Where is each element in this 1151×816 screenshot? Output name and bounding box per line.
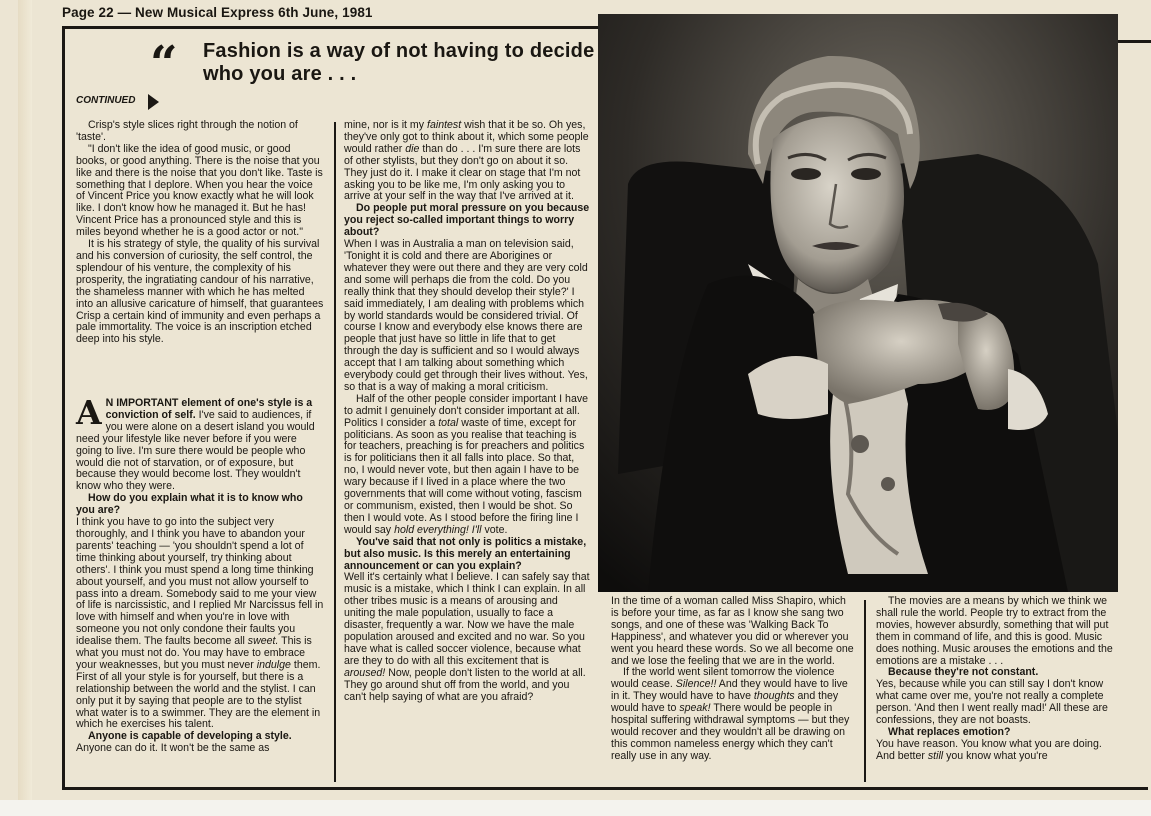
emphasis: still [927, 749, 944, 762]
paragraph: "I don't like the idea of good music, or good books, or good anything. There is the noise that you like and there is the noise that you don't like. Taste is something that I deplore. When you hear the voice of Vincent Price you know exactly what he will look like. I don't know how he managed it. But he has! Vincent Price has a pronounced style and this is miles beyond whether he is a good actor or not." [76, 142, 323, 239]
page-header: Page 22 — New Musical Express 6th June, 1981 [62, 5, 373, 20]
column-rule [334, 122, 336, 782]
emphasis: indulge [256, 658, 291, 671]
paragraph: Anyone can do it. It won't be the same as [76, 742, 270, 755]
emphasis: hold everything! I'll [394, 523, 482, 536]
article-frame-right [1118, 40, 1151, 43]
text: vote. [484, 523, 508, 536]
paragraph [76, 517, 324, 731]
text: and they would have to [611, 690, 839, 715]
paragraph-text: I've said to audiences, if you were alone on a desert island you would need your lifestyle like never before if you were going to live. I'm sure there would be people who would die not of starvation, or of exposure, but because they would become lost. They wouldn't know who they were. [76, 408, 315, 493]
question: Do people put moral pressure on you because you reject so-called important things to worry about? [344, 202, 590, 239]
column-3 [611, 596, 855, 763]
text: you know what you're [946, 749, 1048, 762]
portrait-image [598, 14, 1118, 592]
text: Half of the other people consider important I have to admit I genuinely don't consider important at all. Politics I consider a [344, 392, 589, 429]
text: Now, people don't listen to the world at all. They go around shut off from the world, and you can't help saying of what are you afraid? [344, 666, 586, 703]
paragraph: Yes, because while you can still say I don't know what came over me, you're not really a complete person. 'And then I went really mad!' All these are confessions, they are not boasts. [876, 678, 1108, 727]
emphasis: total [438, 416, 459, 429]
text: If the world went silent tomorrow the violence would cease. [611, 666, 835, 691]
text: You have reason. You know what you are doing. And better [876, 737, 1102, 762]
paragraph-lead [76, 393, 324, 493]
paragraph [611, 667, 855, 762]
text: This is what you must not do. You may have to embrace your weaknesses, but you must never [76, 635, 312, 671]
paragraph [344, 572, 590, 703]
paragraph: It is his strategy of style, the quality of his survival and his conversion of curiosity, the self control, the splendour of his venture, the complexity of his prosperity, the ingratiating candour of his narrative, the shameless manner with which he has melted into an allusive caricature of himself, that guarantees Crisp a certain kind of immunity and even perhaps a pale immortality. The voice is an inscription etched deep into his style. [76, 238, 324, 346]
continued-arrow-icon [148, 94, 159, 110]
headline-quote-mark: “ [150, 36, 178, 92]
article-frame-top [62, 26, 602, 29]
text: them. First of all your style is for yourself, but there is a relationship between the world and the stylist. I can only put it by saying that people are to the stylist what water is to a swimmer. They are the element in which he exercises his talent. [76, 658, 321, 731]
text: waste of time, except for politicians. As soon as you realise that teaching is for teachers, preaching is for preachers and politics is for politicians then it all falls into place. So that, no, I would never vote, but then again I have to be wary because if I lived in a place where the two governments that will come without voting, fascism or communism, existed, then I would be shot. So then I would vote. As I stood before the firing line I would say [344, 416, 585, 536]
question: How do you explain what it is to know who you are? [76, 492, 303, 517]
question: What replaces emotion? [888, 725, 1011, 738]
article-frame-left [62, 26, 65, 790]
lead-sentence: N IMPORTANT element of one's style is a conviction of self. [105, 397, 313, 421]
portrait-photo [598, 14, 1118, 592]
emphasis: Silence!! [675, 678, 717, 691]
paragraph [876, 739, 1116, 763]
question: Because they're not constant. [888, 666, 1039, 679]
question: Anyone is capable of developing a style. [88, 730, 292, 743]
text: than do . . . I'm sure there are lots of other stylists, but they don't go on about it so. They just do it. I make it clear on stage that I'm not asking you to be like me, I'm only asking you to arrive at your self in the way that I've arrived at it. [344, 142, 581, 203]
continued-label: CONTINUED [76, 95, 136, 106]
text: wish that it be so. Oh yes, they've only got to think about it, which some people would rather [344, 119, 589, 155]
paragraph: Crisp's style slices right through the notion of 'taste'. [76, 119, 298, 143]
question: You've said that not only is politics a mistake, but also music. Is this merely an entertaining announcement or can you explain? [344, 535, 587, 572]
emphasis: thoughts [753, 690, 795, 703]
paragraph: In the time of a woman called Miss Shapiro, which is before your time, as far as I know she sang two songs, and one of these was 'Walking Back To Happiness', and whatever you did or wherever you went you heard these words. So we all become one and we lose the feeling that we are in the world. [611, 595, 854, 667]
emphasis: sweet. [247, 635, 279, 648]
column-1-bottom [76, 393, 324, 755]
text: mine, nor is it my [344, 119, 425, 131]
headline: Fashion is a way of not having to decide who you are . . . [203, 40, 595, 85]
emphasis: faintest [427, 119, 462, 131]
column-rule [864, 600, 866, 782]
paragraph [344, 394, 590, 537]
text: There would be people in hospital suffering withdrawal symptoms — but they would recover and they wouldn't all be drawing on this common nameless energy which they can't really use in any way. [611, 702, 850, 762]
emphasis: aroused! [344, 666, 386, 679]
emphasis: die [405, 142, 420, 155]
text: And they would have to live in it. They would have to have [611, 678, 848, 703]
drop-cap: A [76, 393, 102, 432]
text: I think you have to go into the subject very thoroughly, and I think you have to abandon your parents' teaching — 'you shouldn't spend a lot of time thinking about yourself, try thinking about others'. I think you must spend a long time thinking about yourself, and you must not allow yourself to pass into a dream. Somebody said to me your view of life is narcissistic, and I replied Mr Narcissus fell in love with himself and when you're in love with someone you not only condone their faults you idealise them. The faults become all [76, 516, 324, 648]
column-1-top [76, 120, 324, 346]
paragraph: When I was in Australia a man on television said, 'Tonight it is cold and there are Aborigines or whatever they were out there and they are very cold and some will perhaps die from the cold. Do you really think that they should develop their style?' I said immediately, I am dealing with problems which by world standards would be considered trivial. Of course I know and everybody else knows there are people that just have so little in life that to get through the day is sufficient and so I would always accept that I am talking about something which everybody could get through their lives without. Yes, so that is a way of making a moral criticism. [344, 238, 588, 393]
emphasis: speak! [679, 702, 711, 715]
paragraph: The movies are a means by which we think we shall rule the world. People try to extract from the movies, however absurdly, something that will put them in command of life, and this is good. Music does nothing. Music arouses the emotions and the emotions are a mistake . . . [876, 595, 1113, 667]
article-frame-bottom [62, 787, 1148, 790]
column-4 [876, 596, 1116, 763]
column-2 [344, 120, 590, 703]
paragraph [344, 120, 590, 203]
text: Well it's certainly what I believe. I can safely say that music is a mistake, which I think I can explain. In all other tribes music is a means of arousing and uniting the male population, usually to face a disaster, frequently a war. Now we have the male population aroused and excited and no war. So you have what is called soccer violence, because what are they to do with all this excitement that is [344, 571, 590, 667]
